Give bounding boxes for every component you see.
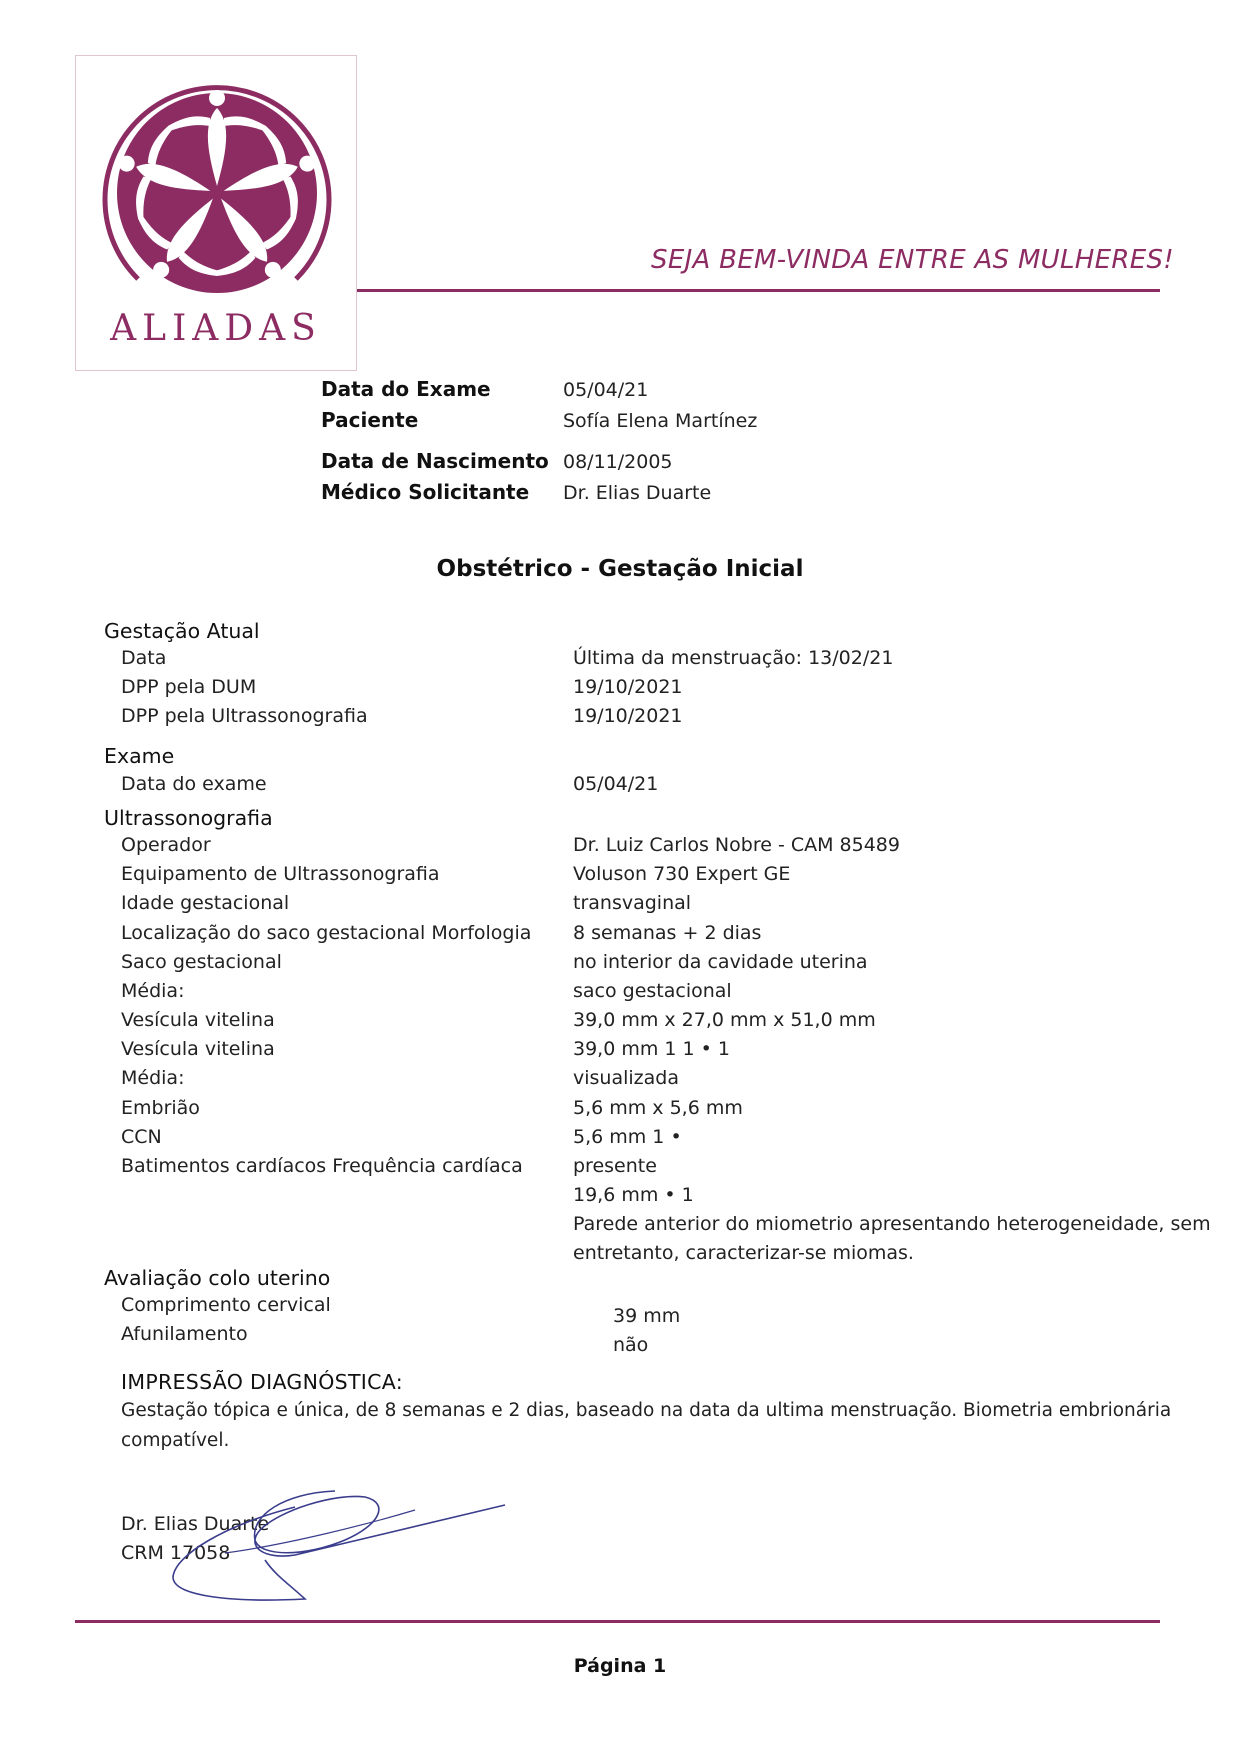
page-number: Página 1: [573, 1655, 667, 1677]
birth-label: Data de Nascimento: [321, 449, 549, 473]
signature-name: Dr. Elias Duarte: [121, 1513, 270, 1535]
gestacao-value: 19/10/2021: [573, 705, 683, 727]
slogan: SEJA BEM-VINDA ENTRE AS MULHERES!: [651, 245, 1174, 275]
us-label: Média:: [121, 980, 185, 1002]
section-ultrassonografia-heading: Ultrassonografia: [104, 806, 273, 830]
exame-label: Data do exame: [121, 773, 267, 795]
us-label: Vesícula vitelina: [121, 1038, 275, 1060]
us-label: Vesícula vitelina: [121, 1009, 275, 1031]
us-value: visualizada: [573, 1067, 679, 1089]
us-value: 5,6 mm x 5,6 mm: [573, 1097, 743, 1119]
signature-crm: CRM 17058: [121, 1542, 231, 1564]
header-divider: [357, 289, 1160, 292]
section-gestacao-heading: Gestação Atual: [104, 619, 260, 643]
us-value: Dr. Luiz Carlos Nobre - CAM 85489: [573, 834, 900, 856]
us-value: 5,6 mm 1 •: [573, 1126, 682, 1148]
logo: [75, 55, 357, 371]
colo-label: Afunilamento: [121, 1323, 248, 1345]
us-value: 8 semanas + 2 dias: [573, 922, 762, 944]
us-note: Parede anterior do miometrio apresentando heterogeneidade, sem: [573, 1213, 1211, 1235]
exam-date-label: Data do Exame: [321, 377, 491, 401]
impressao-text: compatível.: [121, 1430, 230, 1451]
birth-value: 08/11/2005: [563, 451, 673, 473]
us-label: Saco gestacional: [121, 951, 282, 973]
us-value: saco gestacional: [573, 980, 732, 1002]
us-value: transvaginal: [573, 892, 692, 914]
us-label: Localização do saco gestacional Morfologia: [121, 922, 532, 944]
gestacao-value: 19/10/2021: [573, 676, 683, 698]
us-value: Voluson 730 Expert GE: [573, 863, 791, 885]
us-note: entretanto, caracterizar-se miomas.: [573, 1242, 914, 1264]
section-exame-heading: Exame: [104, 744, 175, 768]
us-label: Operador: [121, 834, 211, 856]
aliadas-emblem-icon: [98, 74, 336, 312]
gestacao-label: Data: [121, 647, 167, 669]
exame-value: 05/04/21: [573, 773, 659, 795]
colo-value: 39 mm: [613, 1305, 681, 1327]
exam-date-value: 05/04/21: [563, 379, 649, 401]
brand-name: ALIADAS: [110, 308, 322, 349]
colo-label: Comprimento cervical: [121, 1294, 331, 1316]
us-value: 19,6 mm • 1: [573, 1184, 694, 1206]
report-title: Obstétrico - Gestação Inicial: [436, 556, 804, 582]
signature-scribble-icon: [165, 1485, 510, 1610]
us-label: Batimentos cardíacos Frequência cardíaca: [121, 1155, 523, 1177]
us-value: 39,0 mm 1 1 • 1: [573, 1038, 730, 1060]
us-label: Idade gestacional: [121, 892, 290, 914]
gestacao-label: DPP pela DUM: [121, 676, 257, 698]
footer-divider: [75, 1620, 1160, 1623]
us-label: Embrião: [121, 1097, 200, 1119]
section-colo-heading: Avaliação colo uterino: [104, 1266, 331, 1290]
us-label: Equipamento de Ultrassonografia: [121, 863, 440, 885]
doctor-value: Dr. Elias Duarte: [563, 482, 712, 504]
doctor-label: Médico Solicitante: [321, 480, 530, 504]
impressao-heading: IMPRESSÃO DIAGNÓSTICA:: [121, 1370, 403, 1394]
patient-value: Sofía Elena Martínez: [563, 410, 758, 432]
patient-label: Paciente: [321, 408, 419, 432]
us-value: 39,0 mm x 27,0 mm x 51,0 mm: [573, 1009, 876, 1031]
impressao-text: Gestação tópica e única, de 8 semanas e 2 dias, baseado na data da ultima menstruação. Biometria embrionária: [121, 1400, 1172, 1421]
us-label: Média:: [121, 1067, 185, 1089]
colo-value: não: [613, 1334, 649, 1356]
us-value: presente: [573, 1155, 657, 1177]
gestacao-value: Última da menstruação: 13/02/21: [573, 647, 894, 669]
gestacao-label: DPP pela Ultrassonografia: [121, 705, 368, 727]
us-value: no interior da cavidade uterina: [573, 951, 868, 973]
us-label: CCN: [121, 1126, 162, 1148]
